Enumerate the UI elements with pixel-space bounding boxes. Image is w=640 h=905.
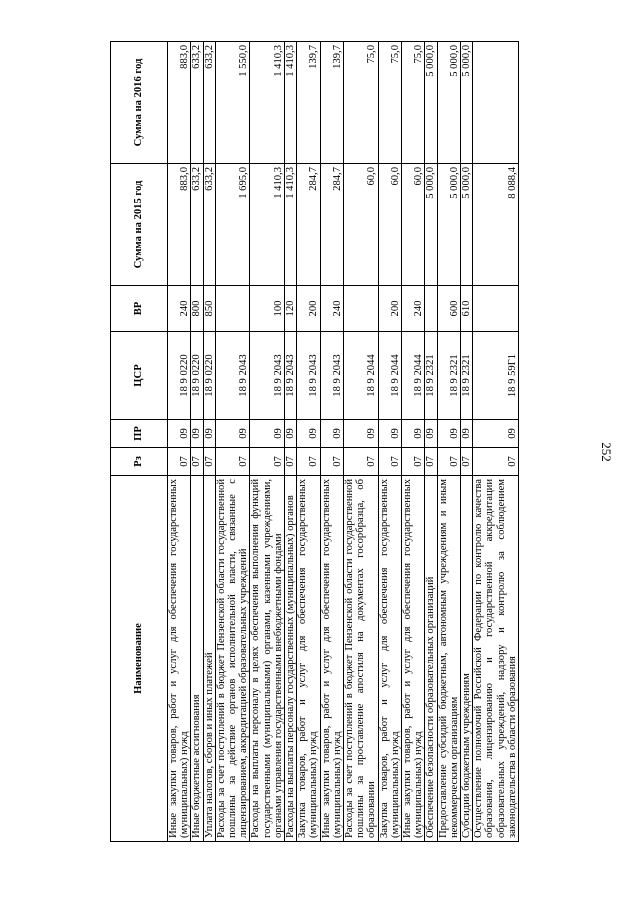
- row-rz: 07: [191, 448, 203, 476]
- row-csr: 18 9 0220: [168, 332, 191, 420]
- row-vr: 120: [285, 286, 297, 332]
- row-sum-2015: 284,7: [320, 164, 343, 286]
- row-pr: 09: [320, 420, 343, 448]
- header-pr: ПР: [111, 420, 168, 448]
- table-row: [437, 42, 460, 842]
- row-csr: 18 9 2043: [215, 332, 250, 420]
- row-vr: 240: [168, 286, 191, 332]
- row-sum-2015: 8 088,4: [473, 164, 519, 286]
- table-row: [461, 42, 473, 842]
- row-vr: [473, 286, 519, 332]
- row-csr: 18 9 2044: [402, 332, 425, 420]
- row-rz: 07: [203, 448, 215, 476]
- row-vr: 240: [320, 286, 343, 332]
- row-csr: 18 9 2321: [425, 332, 437, 420]
- row-sum-2016: 75,0: [402, 42, 425, 164]
- budget-table: [110, 41, 519, 842]
- header-csr: ЦСР: [111, 332, 168, 420]
- row-pr: 09: [402, 420, 425, 448]
- row-csr: 18 9 2043: [297, 332, 320, 420]
- row-vr: 800: [191, 286, 203, 332]
- row-rz: 07: [168, 448, 191, 476]
- row-sum-2016: 1 410,3: [285, 42, 297, 164]
- row-vr: 200: [378, 286, 401, 332]
- row-pr: 09: [215, 420, 250, 448]
- row-sum-2015: 60,0: [344, 164, 379, 286]
- row-sum-2016: 139,7: [320, 42, 343, 164]
- row-pr: 09: [297, 420, 320, 448]
- row-sum-2015: 633,2: [203, 164, 215, 286]
- row-sum-2016: 1 410,3: [250, 42, 285, 164]
- table-row: [425, 42, 437, 842]
- row-csr: 18 9 2321: [461, 332, 473, 420]
- row-sum-2016: [473, 42, 519, 164]
- row-csr: 18 9 59Г1: [473, 332, 519, 420]
- row-sum-2015: 1 695,0: [215, 164, 250, 286]
- row-pr: 09: [473, 420, 519, 448]
- row-pr: 09: [250, 420, 285, 448]
- row-pr: 09: [168, 420, 191, 448]
- row-sum-2016: 5 000,0: [461, 42, 473, 164]
- header-sum-2015: Сумма на 2015 год: [111, 164, 168, 286]
- table-row: [215, 42, 250, 842]
- row-vr: [425, 286, 437, 332]
- row-name: Расходы на выплаты персоналу государственных (муниципальных) органов: [285, 476, 297, 842]
- row-sum-2015: 1 410,3: [250, 164, 285, 286]
- row-name: Уплата налогов, сборов и иных платежей: [203, 476, 215, 842]
- row-csr: 18 9 2043: [250, 332, 285, 420]
- row-pr: 09: [344, 420, 379, 448]
- table-row: [168, 42, 191, 842]
- table-row: [402, 42, 425, 842]
- table-header-row: [111, 42, 168, 842]
- rotated-page-content: [110, 42, 566, 842]
- row-vr: 610: [461, 286, 473, 332]
- row-name: Расходы на выплаты персоналу в целях обеспечения выполнения функций государственными (муниципальными) органами, казенными учреждениями, органами управления государственными внебюджетными фондами: [250, 476, 285, 842]
- header-name: Наименование: [111, 476, 168, 842]
- row-csr: 18 9 2043: [320, 332, 343, 420]
- table-row: [378, 42, 401, 842]
- table-row: [473, 42, 519, 842]
- row-pr: 09: [191, 420, 203, 448]
- table-row: [191, 42, 203, 842]
- row-sum-2016: 633,2: [203, 42, 215, 164]
- row-sum-2015: 883,0: [168, 164, 191, 286]
- row-csr: 18 9 2321: [437, 332, 460, 420]
- table-row: [285, 42, 297, 842]
- row-sum-2016: 633,2: [191, 42, 203, 164]
- row-name: Обеспечение безопасности образовательных организаций: [425, 476, 437, 842]
- row-csr: 18 9 0220: [191, 332, 203, 420]
- row-csr: 18 9 2043: [285, 332, 297, 420]
- row-name: Иные закупки товаров, работ и услуг для обеспечения государственных (муниципальных) нужд: [402, 476, 425, 842]
- row-rz: 07: [344, 448, 379, 476]
- table-row: [203, 42, 215, 842]
- page-number: 252: [599, 442, 614, 462]
- row-name: Субсидии бюджетным учреждениям: [461, 476, 473, 842]
- header-rz: Рз: [111, 448, 168, 476]
- row-name: Осуществление полномочий Российской Федерации по контролю качества образования, лицензированию и государственной аккредитации образовательных учреждений, надзору и контролю за соблюдением законодательства в области образования: [473, 476, 519, 842]
- row-rz: 07: [437, 448, 460, 476]
- row-rz: 07: [250, 448, 285, 476]
- row-csr: 18 9 2044: [344, 332, 379, 420]
- row-pr: 09: [203, 420, 215, 448]
- row-pr: 09: [425, 420, 437, 448]
- row-rz: 07: [215, 448, 250, 476]
- header-vr: ВР: [111, 286, 168, 332]
- row-vr: 200: [297, 286, 320, 332]
- row-rz: 07: [473, 448, 519, 476]
- row-rz: 07: [320, 448, 343, 476]
- row-pr: 09: [285, 420, 297, 448]
- row-vr: [215, 286, 250, 332]
- row-sum-2015: 284,7: [297, 164, 320, 286]
- row-sum-2016: 75,0: [344, 42, 379, 164]
- row-sum-2015: 5 000,0: [425, 164, 437, 286]
- row-sum-2016: 139,7: [297, 42, 320, 164]
- row-rz: 07: [285, 448, 297, 476]
- row-name: Расходы за счет поступлений в бюджет Пензенской области государственной пошлины за действие органов исполнительной власти, связанные с лицензированием, аккредитацией образовательных учреждений: [215, 476, 250, 842]
- row-pr: 09: [437, 420, 460, 448]
- row-rz: 07: [461, 448, 473, 476]
- row-name: Иные закупки товаров, работ и услуг для обеспечения государственных (муниципальных) нужд: [320, 476, 343, 842]
- row-sum-2015: 60,0: [378, 164, 401, 286]
- row-sum-2016: 75,0: [378, 42, 401, 164]
- row-pr: 09: [461, 420, 473, 448]
- row-name: Предоставление субсидий бюджетным, автономным учреждениям и иным некоммерческим организациям: [437, 476, 460, 842]
- table-row: [320, 42, 343, 842]
- row-name: Иные закупки товаров, работ и услуг для обеспечения государственных (муниципальных) нужд: [168, 476, 191, 842]
- header-sum-2016: Сумма на 2016 год: [111, 42, 168, 164]
- row-sum-2016: 1 550,0: [215, 42, 250, 164]
- row-sum-2015: 5 000,0: [437, 164, 460, 286]
- row-name: Закупка товаров, работ и услуг для обеспечения государственных (муниципальных) нужд: [297, 476, 320, 842]
- row-sum-2016: 5 000,0: [425, 42, 437, 164]
- row-rz: 07: [297, 448, 320, 476]
- row-rz: 07: [402, 448, 425, 476]
- row-rz: 07: [378, 448, 401, 476]
- row-name: Иные бюджетные ассигнования: [191, 476, 203, 842]
- row-vr: 100: [250, 286, 285, 332]
- row-vr: 850: [203, 286, 215, 332]
- row-vr: 240: [402, 286, 425, 332]
- row-pr: 09: [378, 420, 401, 448]
- row-vr: 600: [437, 286, 460, 332]
- row-sum-2016: 883,0: [168, 42, 191, 164]
- table-row: [297, 42, 320, 842]
- row-sum-2015: 1 410,3: [285, 164, 297, 286]
- row-rz: 07: [425, 448, 437, 476]
- table-row: [344, 42, 379, 842]
- row-csr: 18 9 2044: [378, 332, 401, 420]
- row-vr: [344, 286, 379, 332]
- row-csr: 18 9 0220: [203, 332, 215, 420]
- row-sum-2015: 5 000,0: [461, 164, 473, 286]
- row-sum-2016: 5 000,0: [437, 42, 460, 164]
- row-name: Расходы за счет поступлений в бюджет Пензенской области государственной пошлины за проставление апостиля на документах госорбразца, об образовании: [344, 476, 379, 842]
- row-name: Закупка товаров, работ и услуг для обеспечения государственных (муниципальных) нужд: [378, 476, 401, 842]
- row-sum-2015: 633,2: [191, 164, 203, 286]
- table-row: [250, 42, 285, 842]
- row-sum-2015: 60,0: [402, 164, 425, 286]
